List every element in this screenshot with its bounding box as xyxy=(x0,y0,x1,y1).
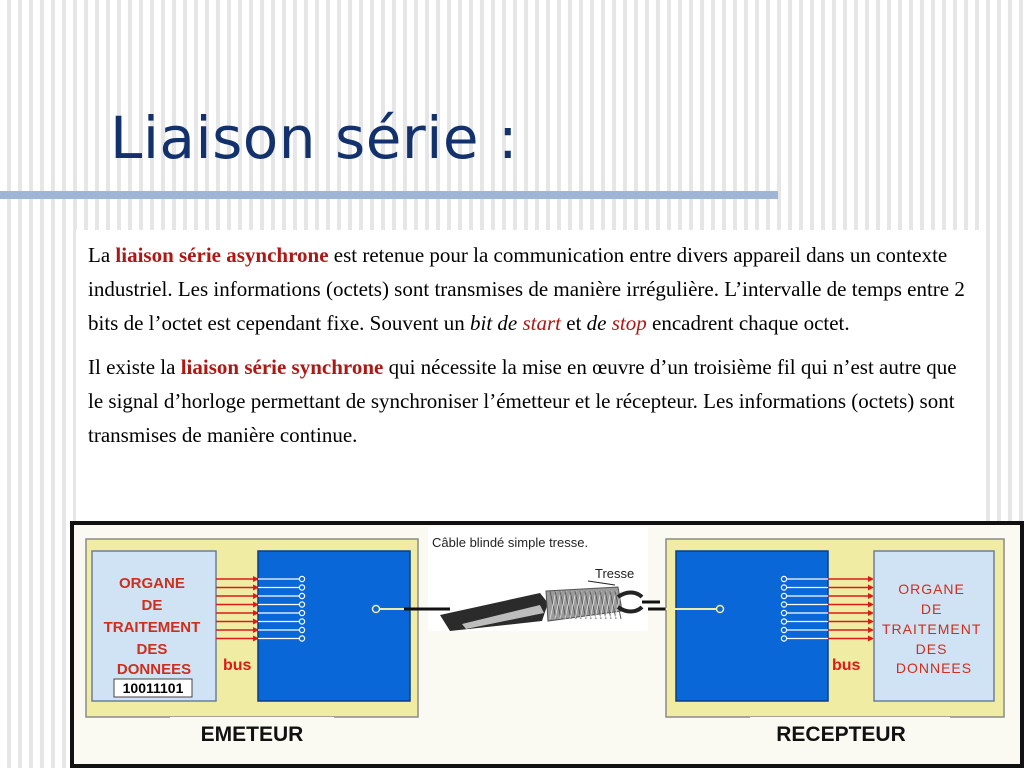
cable-caption: Câble blindé simple tresse. xyxy=(432,535,589,550)
receiver-deserializer-block xyxy=(676,551,828,701)
emitter-caption: EMETEUR xyxy=(200,723,304,746)
emitter-organ-text: ORGANE DE TRAITEMENT DES DONNEES xyxy=(103,575,201,678)
italic-stop: stop xyxy=(611,311,647,335)
emitter-data-value: 10011101 xyxy=(122,680,184,696)
receiver-bus-label: bus xyxy=(832,657,861,674)
text-run: qui nécessite la mise en œuvre d’un troisième fil qui n’est autre que le signal d’horloge permettant de synchroniser l’émetteur et le récepteur. Les informations (octets) sont transmises de manière continue. xyxy=(88,355,957,447)
receiver-unit xyxy=(666,539,1004,747)
text-run: La xyxy=(88,243,116,267)
page-title: Liaison série : xyxy=(110,104,519,172)
highlight-liaison-synchrone: liaison série synchrone xyxy=(180,355,384,379)
emitter-serializer-block xyxy=(258,551,410,701)
emitter-unit xyxy=(86,539,418,747)
italic-de: de xyxy=(586,311,612,335)
title-underline xyxy=(0,191,778,199)
emitter-serial-pin xyxy=(373,606,380,613)
cable-braid-label: Tresse xyxy=(595,566,635,581)
text-run: et xyxy=(561,311,587,335)
receiver-caption: RECEPTEUR xyxy=(776,723,906,746)
receiver-serial-pin xyxy=(717,606,724,613)
cable-illustration xyxy=(404,527,666,631)
emitter-bus-label: bus xyxy=(223,657,252,674)
text-run: Il existe la xyxy=(88,355,181,379)
paragraph-synchrone xyxy=(88,350,970,452)
highlight-liaison-asynchrone: liaison série asynchrone xyxy=(115,243,329,267)
italic-start: start xyxy=(522,311,561,335)
receiver-organ-text: ORGANE DE TRAITEMENT DES DONNEES xyxy=(881,581,982,676)
text-run: encadrent chaque octet. xyxy=(646,311,850,335)
paragraph-asynchrone xyxy=(88,238,970,340)
italic-bit-de: bit de xyxy=(469,311,523,335)
text-content-box xyxy=(76,230,982,526)
serial-link-diagram xyxy=(70,521,1024,768)
diagram-svg xyxy=(70,521,1024,768)
text-run: est retenue pour la communication entre divers appareil dans un contexte industriel. Les informations (octets) sont transmises de manière irrégulière. L’intervalle de temps entre 2 bits de l’octet est cependant fixe. Souvent un xyxy=(88,243,965,335)
